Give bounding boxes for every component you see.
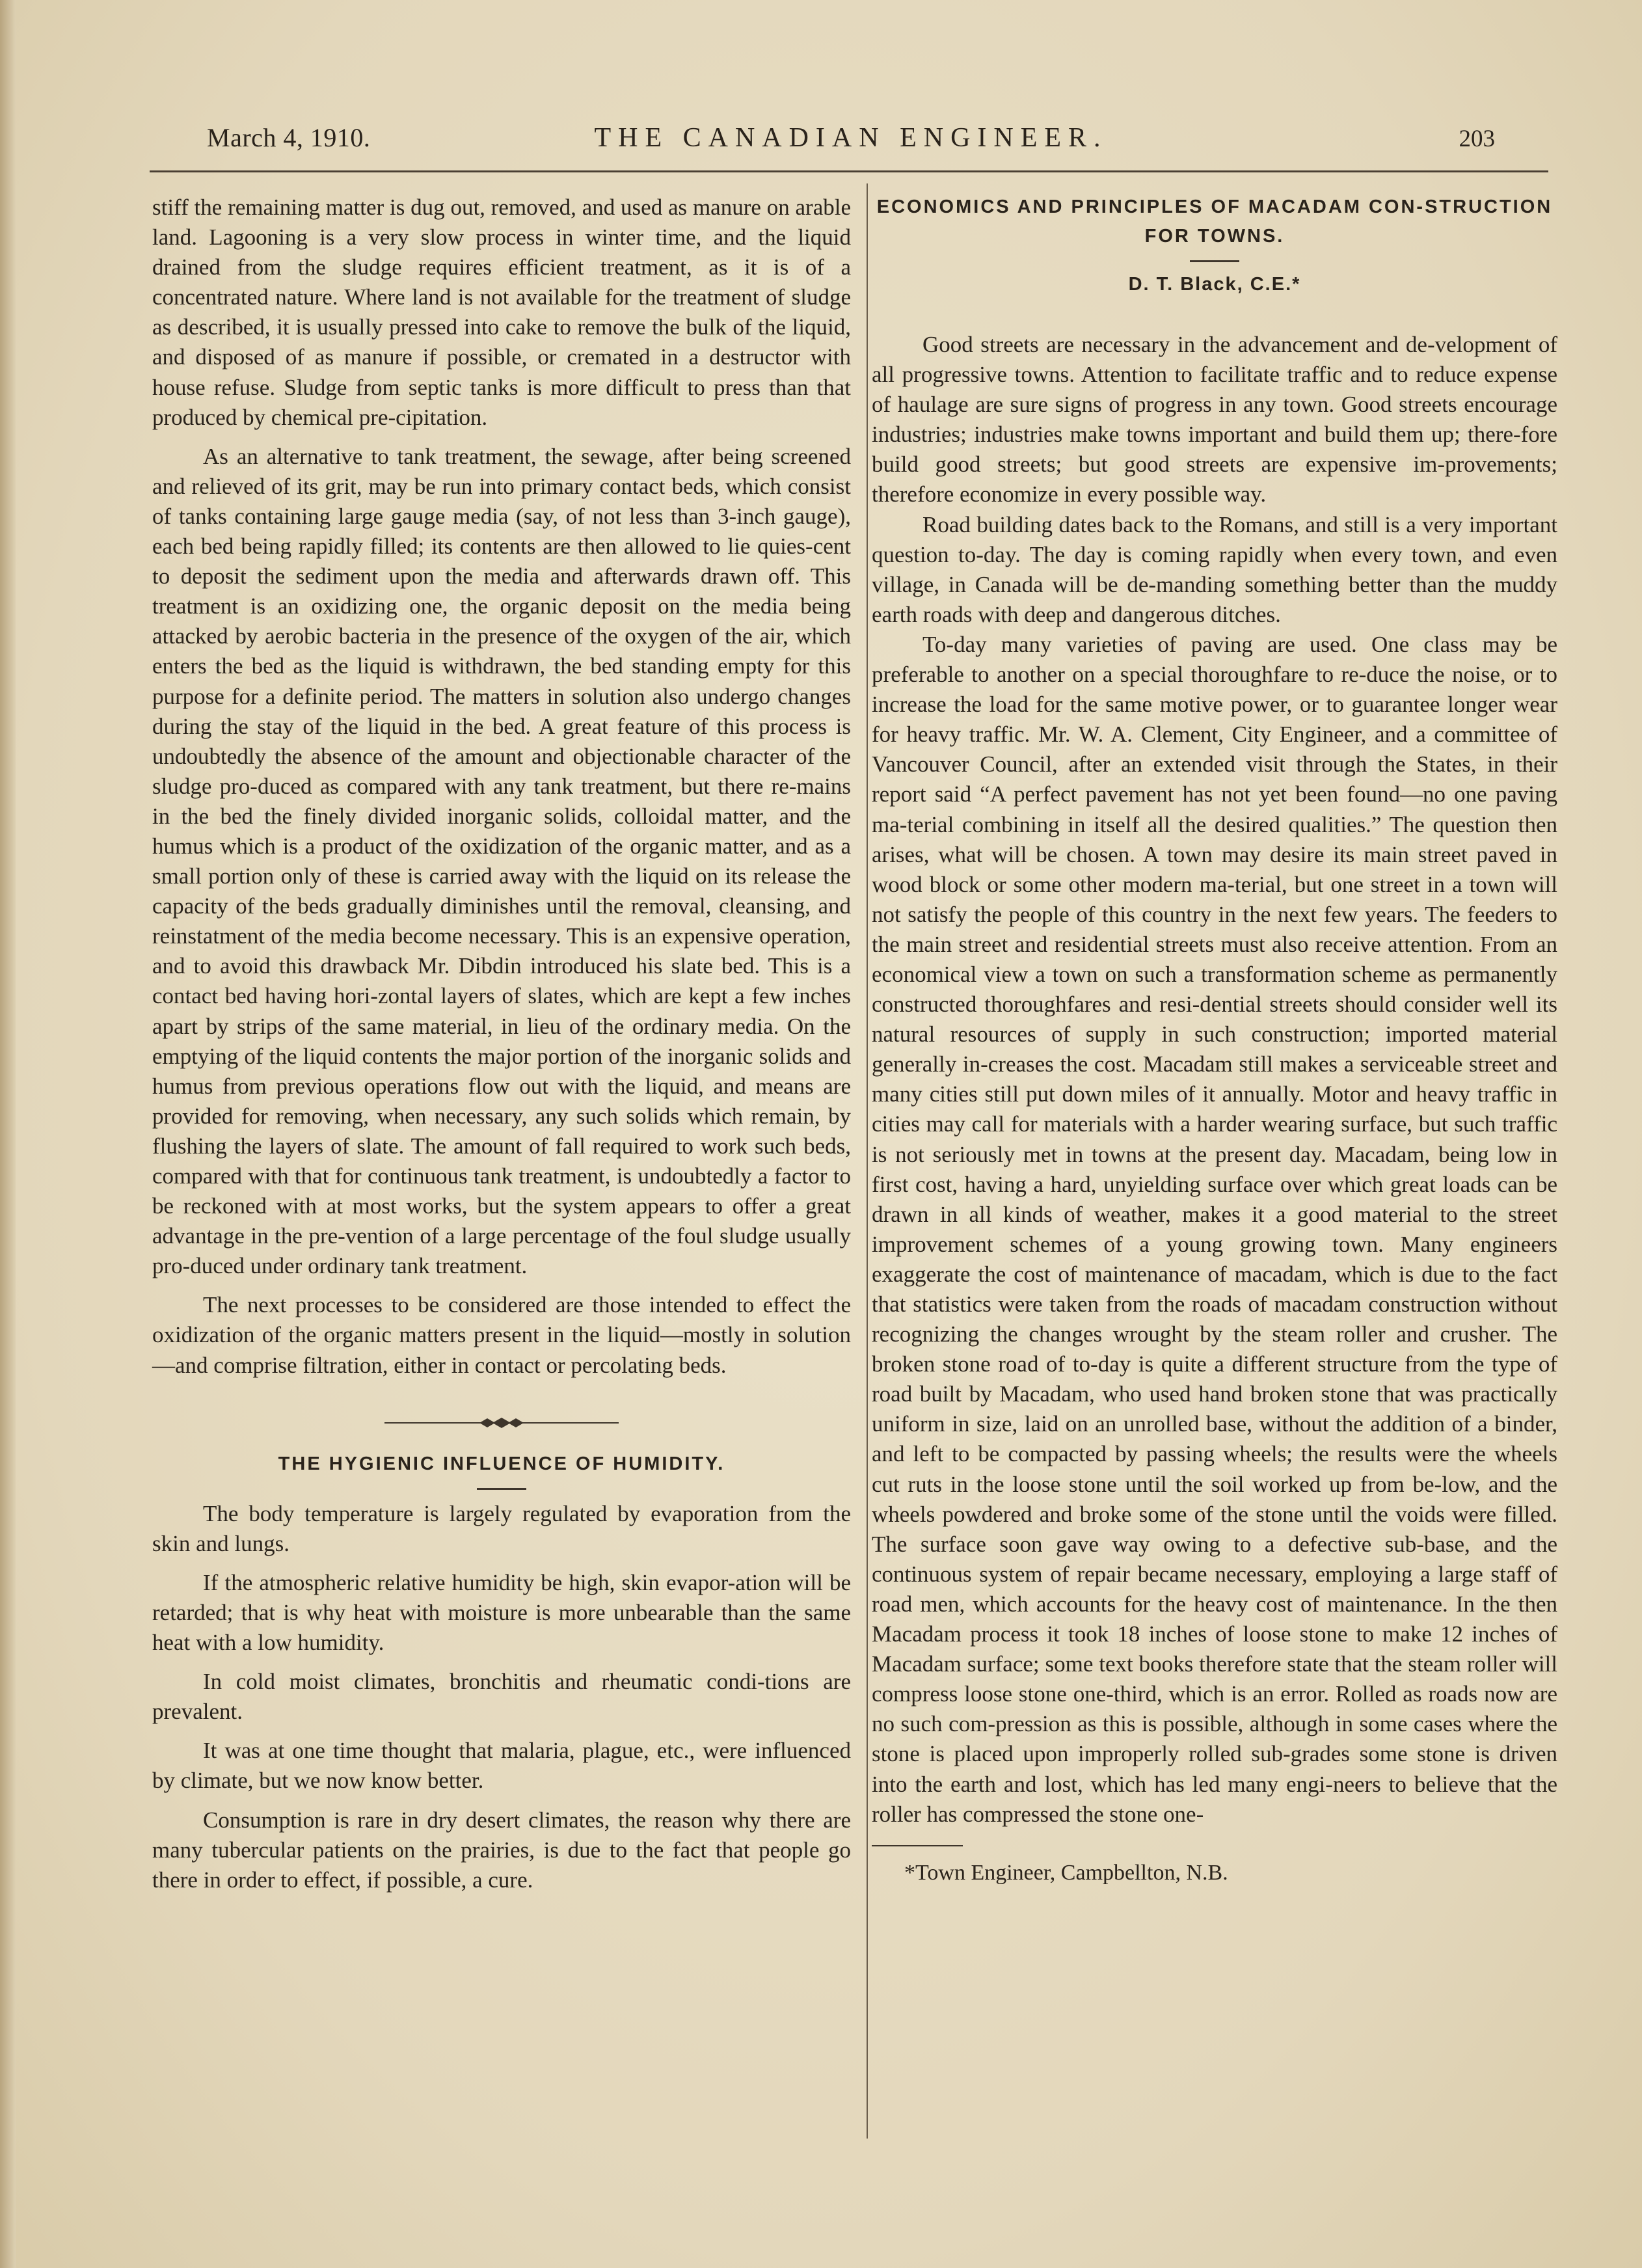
body-paragraph: The body temperature is largely regulated by evaporation from the skin and lungs. — [152, 1500, 851, 1556]
binding-edge — [0, 0, 16, 2268]
article-title-macadam: ECONOMICS AND PRINCIPLES OF MACADAM CON-STRUCTION FOR TOWNS. — [876, 196, 1553, 247]
running-header — [207, 122, 1495, 161]
issue-date: March 4, 1910. — [207, 123, 371, 152]
journal-title: THE CANADIAN ENGINEER. — [594, 123, 1108, 153]
body-paragraph: To-day many varieties of paving are used. One class may be preferable to another on a special thoroughfare to re-duce the noise, or to increase the load for the same motive power, or to guarantee longer wear for heavy traffic. Mr. W. A. Clement, City Engineer, and a committee of Vancouver Council, after an extended visit through the States, in their report said “A perfect pavement has not yet been found—no one paving ma-terial combining in itself all the desired qualities.” The question then arises, what will be chosen. A town may desire its main street paved in wood block or some other modern ma-terial, but one street in a town will not satisfy the people of this country in the next few years. The feeders to the main street and residential streets must also receive attention. From an economical view a town on such a transformation scheme as permanently constructed thoroughfares and resi-dential streets should consider well its natural resources of supply in such construction; imported material generally in-creases the cost. Macadam still makes a serviceable street and many cities still put down miles of it annually. Motor and heavy traffic in cities may call for materials with a harder wearing surface, but such traffic is not seriously met in towns at the present day. Macadam, being low in first cost, having a hard, unyielding surface over which great loads can be drawn in all kinds of weather, makes it a good material to the street improvement schemes of a young growing town. Many engineers exaggerate the cost of maintenance of macadam, which is due to the fact that statistics were taken from the roads of macadam construction without recognizing the changes wrought by the steam roller and crusher. The broken stone road of to-day is quite a different structure from the type of road built by Macadam, who used hand broken stone that was practically uniform in size, laid on an unrolled base, without the addition of a binder, and left to be compacted by passing wheels; the results were the wheels cut ruts in the loose stone until the soil worked up from be-low, and the wheels powdered and broke some of the stone until the voids were filled. The surface soon gave way owing to a defective sub-base, and the continuous system of repair became necessary, employing a large staff of road men, which accounts for the heavy cost of maintenance. In the then Macadam process it took 18 inches of loose stone to make 12 inches of Macadam surface; some text books therefore state that the steam roller will compress loose stone one-third, which is an error. Rolled as roads now are no such com-pression as this is possible, although in some cases where the stone is placed upon improperly rolled sub-grades some stone is driven into the earth and lost, which has led many engi-neers to believe that the roller has compressed the stone one- — [872, 631, 1557, 1827]
body-paragraph: stiff the remaining matter is dug out, removed, and used as manure on arable land. Lagooning is a very slow process in winter time, and the liquid drained from the sludge requires efficient treatment, as it is of a concentrated nature. Where land is not available for the treatment of sludge as described, it is usually pressed into cake to remove the bulk of the liquid, and disposed of as manure if possible, or cremated in a destructor with house refuse. Sludge from septic tanks is more difficult to press than that produced by chemical pre-cipitation. — [152, 195, 851, 430]
body-paragraph: Consumption is rare in dry desert climates, the reason why there are many tubercular patients on the prairies, is due to the fact that people go there in order to effect, if possible, a cure. — [152, 1807, 851, 1893]
body-paragraph: Road building dates back to the Romans, and still is a very important question to-day. The day is coming rapidly when every town, and even village, in Canada will be de-manding something better than the muddy earth roads with deep and dangerous ditches. — [872, 511, 1557, 627]
title-rule — [1190, 260, 1239, 262]
body-paragraph: Good streets are necessary in the advancement and de-velopment of all progressive towns. Attention to facilitate traffic and to reduce expense of haulage are sure signs of progress in any town. Good streets encourage industries; industries make towns important and build them up; there-fore build good streets; but good streets are expensive im-provements; therefore economize in every possible way. — [872, 332, 1557, 507]
page-number: 203 — [1459, 126, 1495, 152]
article-title-humidity: THE HYGIENIC INFLUENCE OF HUMIDITY. — [278, 1453, 725, 1474]
footnote: *Town Engineer, Campbellton, N.B. — [904, 1860, 1228, 1885]
body-paragraph: It was at one time thought that malaria, plague, etc., were influenced by climate, but we now know better. — [152, 1738, 851, 1794]
title-rule — [477, 1488, 526, 1490]
body-paragraph: The next processes to be considered are those intended to effect the oxidization of the organic matters present in the liquid—mostly in solution—and comprise filtration, either in contact or percolating beds. — [152, 1292, 851, 1378]
column-divider — [867, 183, 868, 2139]
body-paragraph: As an alternative to tank treatment, the sewage, after being screened and relieved of its grit, may be run into primary contact beds, which consist of tanks containing large gauge media (say, of not less than 3-inch gauge), each bed being rapidly filled; its contents are then allowed to lie quies-cent to deposit the sediment upon the media and afterwards drawn off. This treatment is an oxidizing one, the organic deposit on the media being attacked by aerobic bacteria in the presence of the oxygen of the air, which enters the bed as the liquid is withdrawn, the bed standing empty for this purpose for a definite period. The matters in solution also undergo changes during the stay of the liquid in the bed. A great feature of this process is undoubtedly the absence of the amount and objectionable character of the sludge pro-duced as compared with any tank treatment, but there re-mains in the bed the finely divided inorganic solids, colloidal matter, and the humus which is a product of the oxidization of the organic matter, and as a small portion only of these is carried away with the liquid on its release the capacity of the beds gradually diminishes until the removal, cleansing, and reinstatment of the media become necessary. This is an expensive operation, and to avoid this drawback Mr. Dibdin introduced his slate bed. This is a contact bed having hori-zontal layers of slates, which are kept a few inches apart by strips of the same material, in lieu of the ordinary media. On the emptying of the liquid contents the major portion of the inorganic solids and humus from previous operations flow out with the liquid, and means are provided for removing, when necessary, any such solids which remain, by flushing the layers of slate. The amount of fall required to work such beds, compared with that for continuous tank treatment, is undoubtedly a factor to be reckoned with at most works, but the system appears to offer a great advantage in the pre-vention of a large percentage of the foul sludge usually pro-duced under ordinary tank treatment. — [152, 443, 851, 1279]
body-paragraph: If the atmospheric relative humidity be high, skin evapor-ation will be retarded; that is why heat with moisture is more unbearable than the same heat with a low humidity. — [152, 1569, 851, 1656]
body-paragraph: In cold moist climates, bronchitis and rheumatic condi-tions are prevalent. — [152, 1669, 851, 1725]
section-ornament — [384, 1416, 619, 1430]
header-rule — [150, 170, 1548, 172]
left-column — [152, 193, 851, 1895]
author-byline: D. T. Black, C.E.* — [1128, 274, 1301, 295]
footnote-rule — [872, 1845, 963, 1846]
right-column — [872, 193, 1557, 1888]
